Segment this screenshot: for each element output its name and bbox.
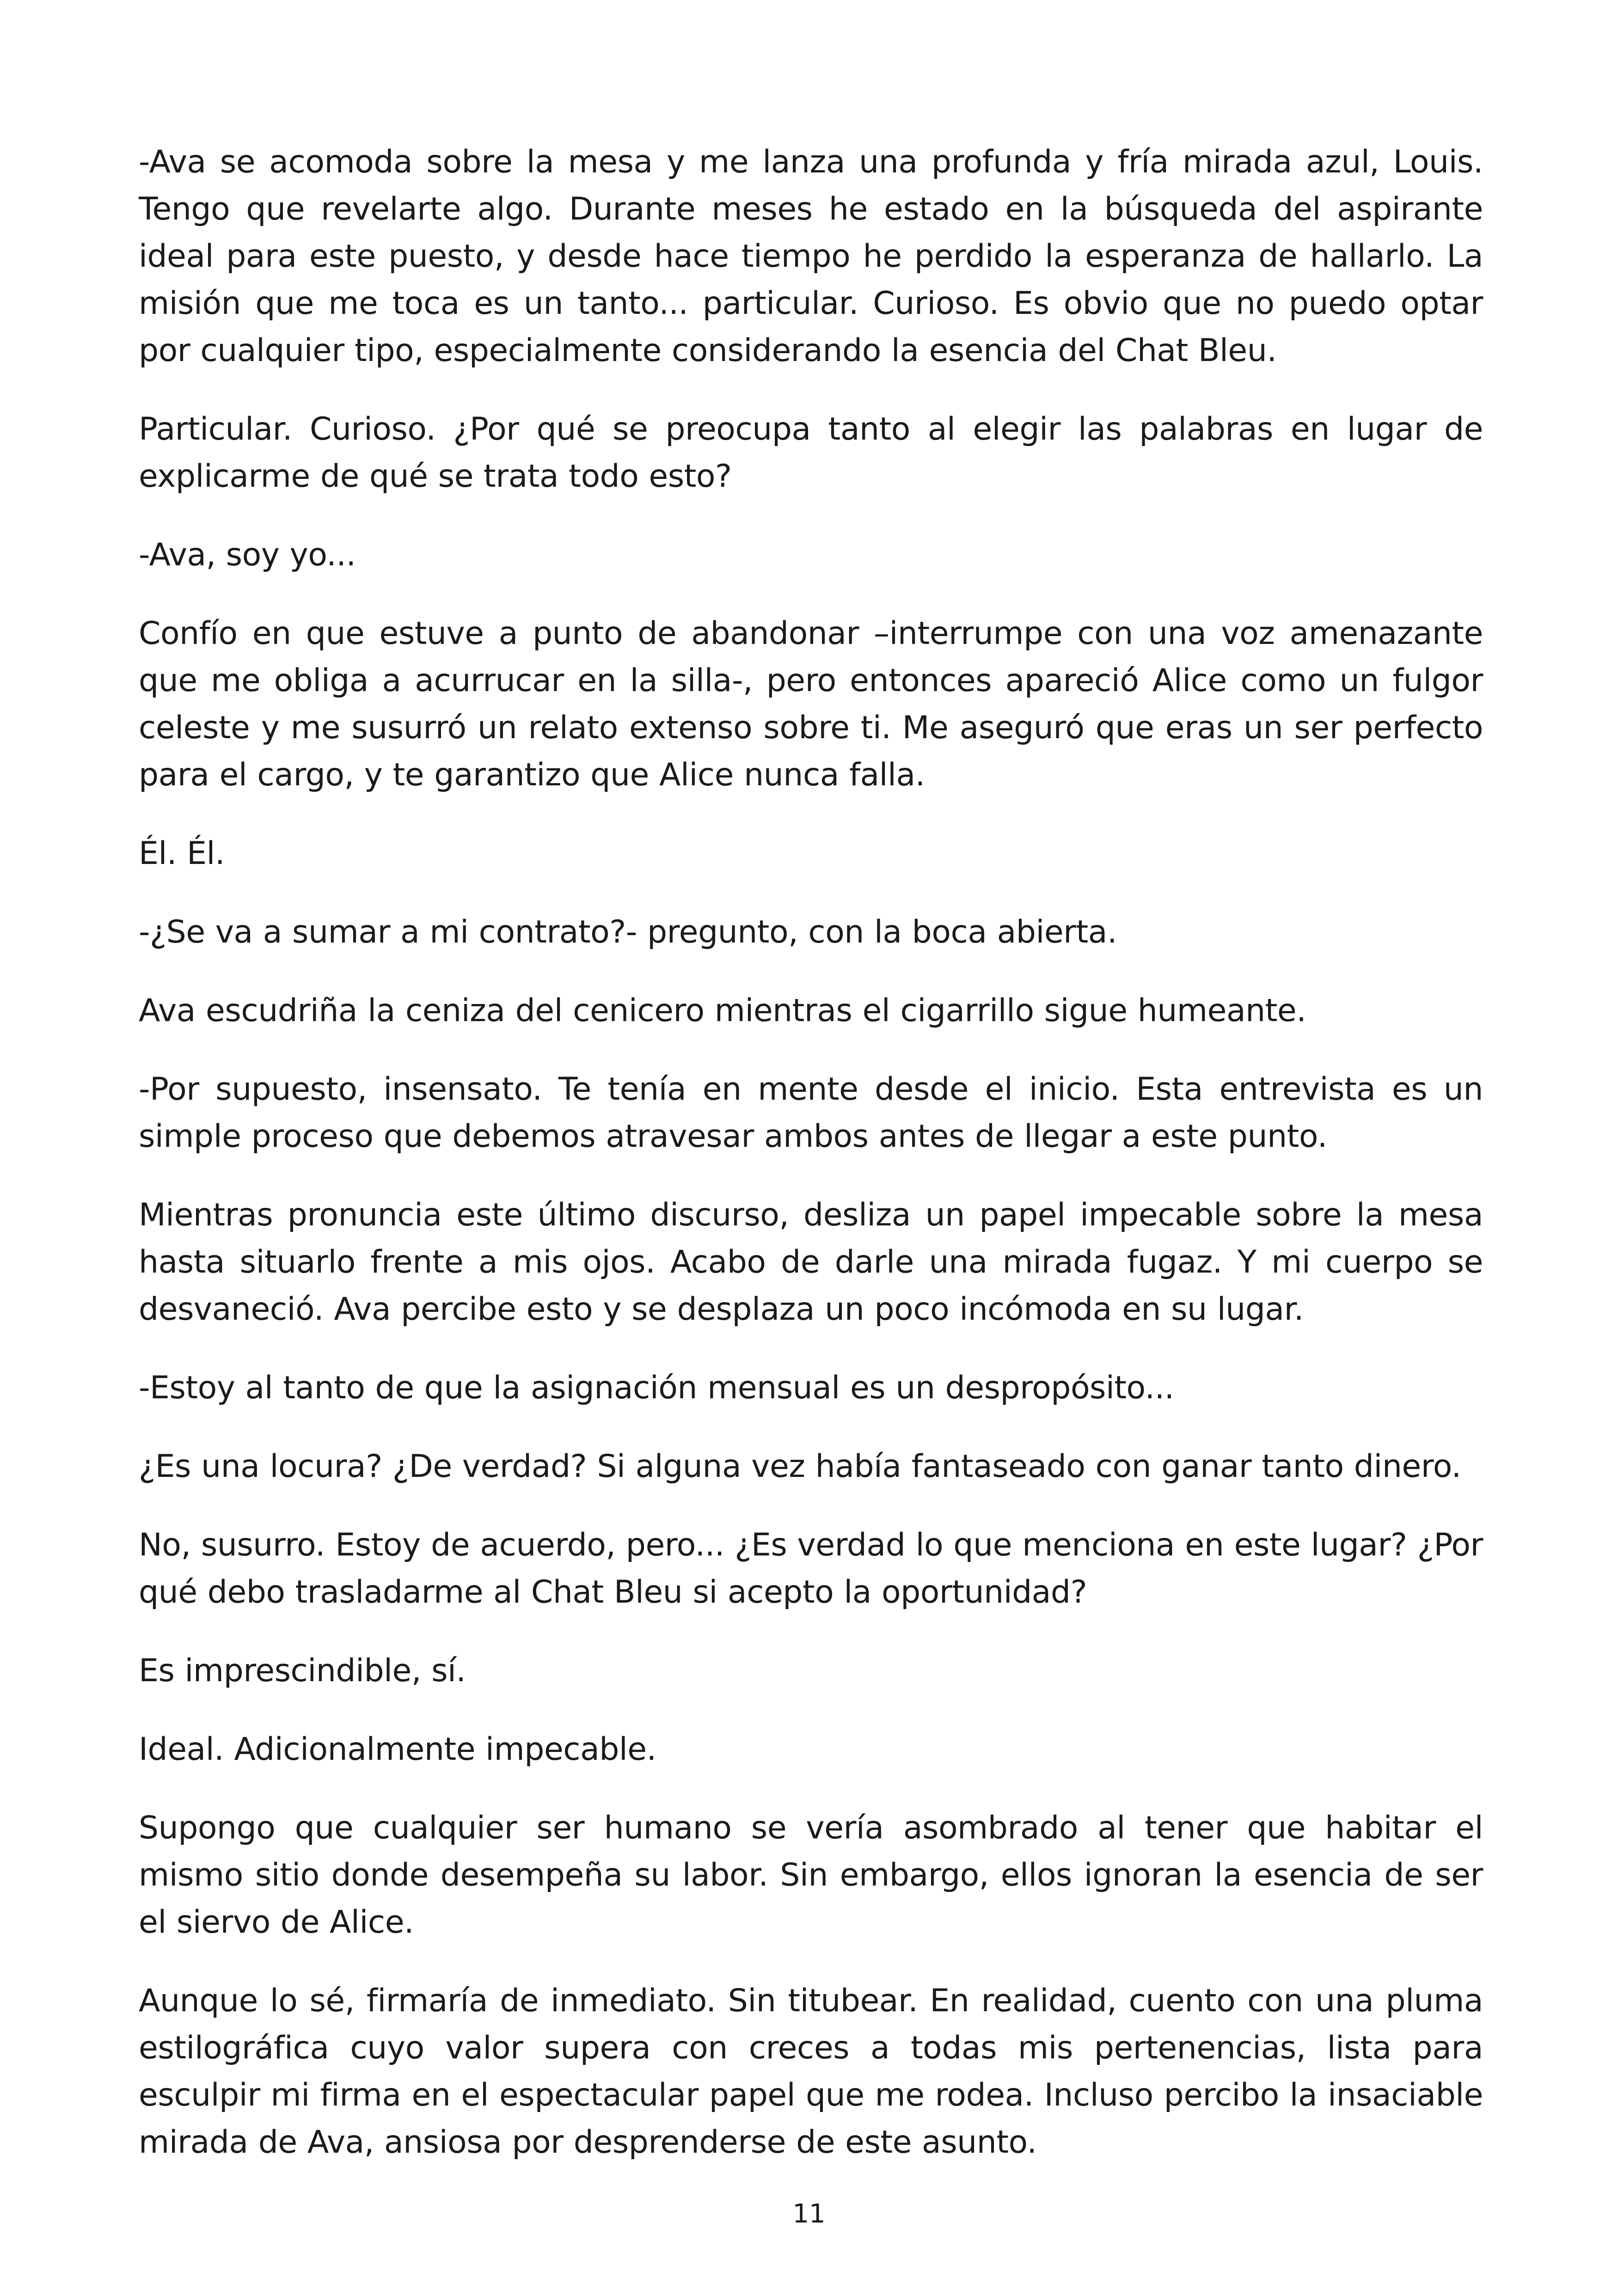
paragraph: Es imprescindible, sí. bbox=[139, 1653, 466, 1689]
paragraph: Ava escudriña la ceniza del cenicero mientras el cigarrillo sigue humeante. bbox=[139, 992, 1306, 1029]
paragraph: Particular. Curioso. ¿Por qué se preocupa tanto al elegir las palabras en lugar de explicarme de qué se trata todo esto? bbox=[139, 411, 1483, 495]
paragraph: Él. Él. bbox=[139, 835, 225, 872]
paragraph: Aunque lo sé, firmaría de inmediato. Sin titubear. En realidad, cuento con una pluma estilográfica cuyo valor supera con creces a todas mis pertenencias, lista para esculpir mi firma en el espectacular papel que me rodea. Incluso percibo la insaciable mirada de Ava, ansiosa por desprenderse de este asunto. bbox=[139, 1983, 1483, 2161]
paragraph: Ideal. Adicionalmente impecable. bbox=[139, 1731, 656, 1768]
paragraph: -Estoy al tanto de que la asignación mensual es un despropósito... bbox=[139, 1370, 1174, 1406]
page-number: 11 bbox=[792, 2199, 826, 2229]
paragraph: No, susurro. Estoy de acuerdo, pero... ¿Es verdad lo que menciona en este lugar? ¿Por qué debo trasladarme al Chat Bleu si acepto la oportunidad? bbox=[139, 1527, 1483, 1610]
paragraph: Supongo que cualquier ser humano se vería asombrado al tener que habitar el mismo sitio donde desempeña su labor. Sin embargo, ellos ignoran la esencia de ser el siervo de Alice. bbox=[139, 1810, 1483, 1941]
paragraph: -Ava se acomoda sobre la mesa y me lanza una profunda y fría mirada azul, Louis. Tengo que revelarte algo. Durante meses he estado en la búsqueda del aspirante ideal para este puesto, y desde hace tiempo he perdido la esperanza de hallarlo. La misión que me toca es un tanto... particular. Curioso. Es obvio que no puedo optar por cualquier tipo, especialmente considerando la esencia del Chat Bleu. bbox=[139, 144, 1483, 369]
paragraph: -Ava, soy yo... bbox=[139, 537, 356, 573]
paragraph: Mientras pronuncia este último discurso, desliza un papel impecable sobre la mesa hasta situarlo frente a mis ojos. Acabo de darle una mirada fugaz. Y mi cuerpo se desvaneció. Ava percibe esto y se desplaza un poco incómoda en su lugar. bbox=[139, 1197, 1483, 1328]
paragraph: -Por supuesto, insensato. Te tenía en mente desde el inicio. Esta entrevista es un simple proceso que debemos atravesar ambos antes de llegar a este punto. bbox=[139, 1071, 1483, 1155]
paragraph: ¿Es una locura? ¿De verdad? Si alguna vez había fantaseado con ganar tanto dinero. bbox=[139, 1448, 1461, 1485]
body-text bbox=[139, 139, 1483, 2166]
paragraph: -¿Se va a sumar a mi contrato?- pregunto, con la boca abierta. bbox=[139, 914, 1117, 950]
paragraph: Confío en que estuve a punto de abandonar –interrumpe con una voz amenazante que me obliga a acurrucar en la silla-, pero entonces apareció Alice como un fulgor celeste y me susurró un relato extenso sobre ti. Me aseguró que eras un ser perfecto para el cargo, y te garantizo que Alice nunca falla. bbox=[139, 615, 1483, 793]
